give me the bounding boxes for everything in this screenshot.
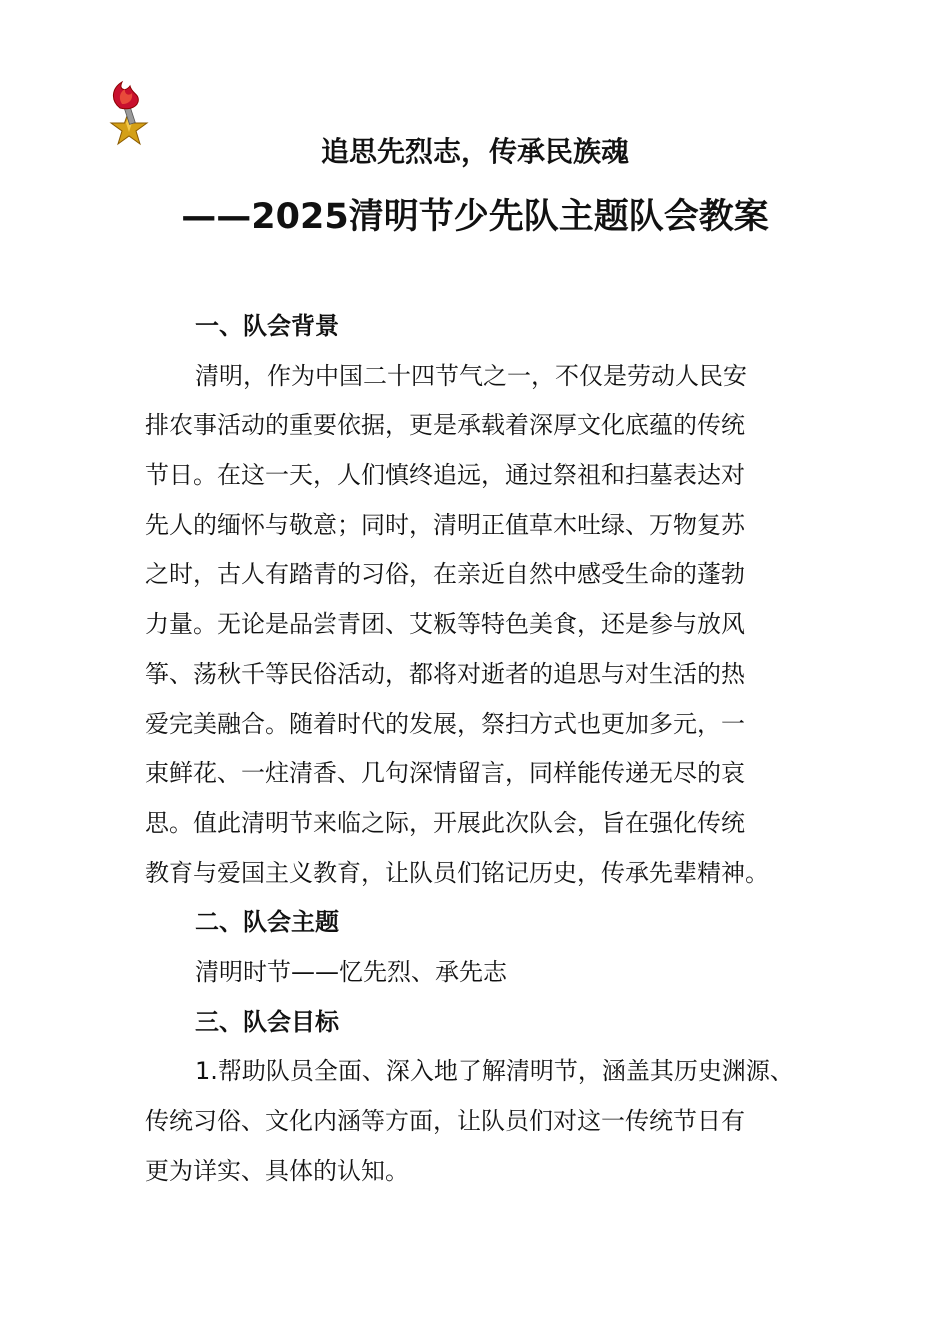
- paragraph-line: 教育与爱国主义教育，让队员们铭记历史，传承先辈精神。: [145, 858, 769, 887]
- document-title: 追思先烈志，传承民族魂: [320, 135, 629, 168]
- paragraph-line: 1.帮助队员全面、深入地了解清明节，涵盖其历史渊源、: [195, 1057, 794, 1086]
- section-heading-goals: 三、队会目标: [195, 1007, 339, 1036]
- paragraph-line: 爱完美融合。随着时代的发展，祭扫方式也更加多元，一: [145, 709, 745, 738]
- document-subtitle: ——2025清明节少先队主题队会教案: [181, 197, 769, 237]
- paragraph-line: 力量。无论是品尝青团、艾粄等特色美食，还是参与放风: [145, 610, 745, 639]
- paragraph-line: 排农事活动的重要依据，更是承载着深厚文化底蕴的传统: [145, 411, 745, 440]
- paragraph-line: 清明，作为中国二十四节气之一，不仅是劳动人民安: [195, 361, 747, 390]
- theme-text: 清明时节——忆先烈、承先志: [195, 957, 507, 986]
- section-heading-background: 一、队会背景: [195, 312, 339, 340]
- paragraph-line: 筝、荡秋千等民俗活动，都将对逝者的追思与对生活的热: [145, 659, 745, 688]
- paragraph-line: 之时，古人有踏青的习俗，在亲近自然中感受生命的蓬勃: [145, 560, 745, 589]
- paragraph-line: 更为详实、具体的认知。: [145, 1156, 409, 1185]
- paragraph-line: 传统习俗、文化内涵等方面，让队员们对这一传统节日有: [145, 1107, 745, 1135]
- paragraph-line: 先人的缅怀与敬意；同时，清明正值草木吐绿、万物复苏: [145, 510, 745, 539]
- paragraph-line: 束鲜花、一炷清香、几句深情留言，同样能传递无尽的哀: [145, 759, 745, 788]
- paragraph-line: 节日。在这一天，人们慎终追远，通过祭祖和扫墓表达对: [145, 461, 745, 490]
- section-heading-theme: 二、队会主题: [195, 908, 339, 937]
- paragraph-line: 思。值此清明节来临之际，开展此次队会，旨在强化传统: [145, 808, 745, 837]
- document-body: [145, 302, 813, 1196]
